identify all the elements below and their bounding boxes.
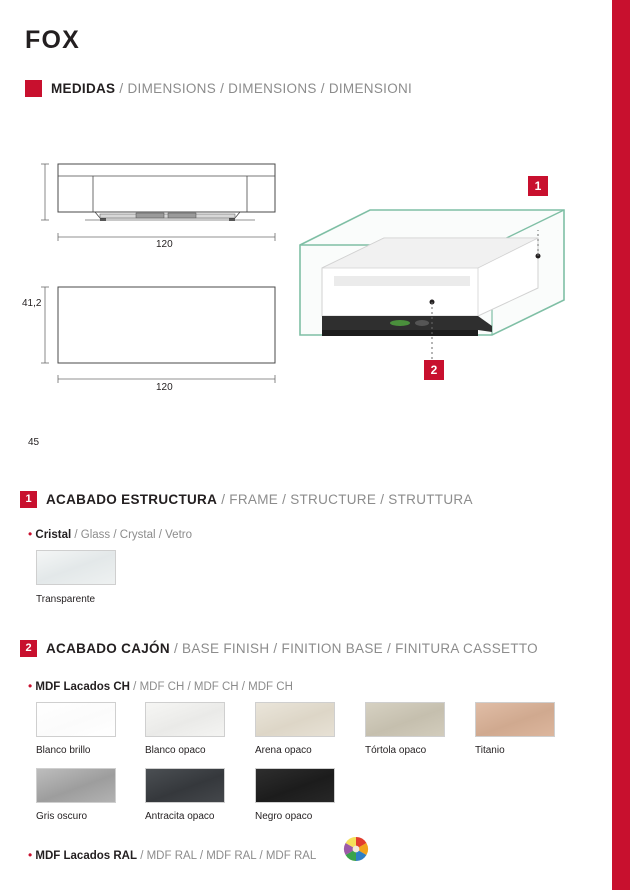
section-marker-2: 2 xyxy=(20,640,37,657)
swatch-label-blanco-brillo: Blanco brillo xyxy=(36,745,91,756)
swatch-label-gris-oscuro: Gris oscuro xyxy=(36,811,88,822)
swatch-antracita-opaco[interactable] xyxy=(145,768,225,803)
swatch-label-tortola-opaco: Tórtola opaco xyxy=(365,745,427,756)
swatch-blanco-opaco[interactable] xyxy=(145,702,225,737)
swatch-arena-opaco[interactable] xyxy=(255,702,335,737)
swatch-label-negro-opaco: Negro opaco xyxy=(255,811,313,822)
swatch-label-arena-opaco: Arena opaco xyxy=(255,745,312,756)
section-header-frame xyxy=(20,491,473,508)
section-title-base: ACABADO CAJÓN / BASE FINISH / FINITION BASE / FINITURA CASSETTO xyxy=(46,641,538,656)
bullet-mdf-ch: • MDF Lacados CH / MDF CH / MDF CH / MDF CH xyxy=(28,679,293,693)
section-title-dimensions: MEDIDAS / DIMENSIONS / DIMENSIONS / DIMENSIONI xyxy=(51,81,413,96)
swatch-titanio[interactable] xyxy=(475,702,555,737)
bullet-mdf-ral: • MDF Lacados RAL / MDF RAL / MDF RAL / MDF RAL xyxy=(28,848,317,862)
swatch-label-transparente: Transparente xyxy=(36,594,96,605)
swatch-label-blanco-opaco: Blanco opaco xyxy=(145,745,206,756)
side-width-label: 120 xyxy=(156,382,173,393)
bullet-dot-icon: • xyxy=(28,848,33,862)
swatch-gris-oscuro[interactable] xyxy=(36,768,116,803)
section-title-frame: ACABADO ESTRUCTURA / FRAME / STRUCTURE / STRUTTURA xyxy=(46,492,473,507)
bullet-dot-icon: • xyxy=(28,679,33,693)
swatch-blanco-brillo[interactable] xyxy=(36,702,116,737)
swatch-label-antracita-opaco: Antracita opaco xyxy=(145,811,215,822)
front-height-label: 41,2 xyxy=(22,298,42,309)
section-marker-1: 1 xyxy=(20,491,37,508)
page-title: FOX xyxy=(25,26,80,54)
front-width-label: 120 xyxy=(156,239,173,250)
swatch-negro-opaco[interactable] xyxy=(255,768,335,803)
ral-color-wheel-icon xyxy=(343,836,369,862)
render-callout-2: 2 xyxy=(424,360,444,380)
section-header-dimensions xyxy=(25,80,412,97)
product-render xyxy=(292,190,582,370)
swatch-label-titanio: Titanio xyxy=(475,745,505,756)
side-height-label: 45 xyxy=(28,437,40,448)
side-view-drawing xyxy=(40,275,290,390)
swatch-transparente[interactable] xyxy=(36,550,116,585)
swatch-tortola-opaco[interactable] xyxy=(365,702,445,737)
right-accent-bar-gap xyxy=(630,0,640,890)
render-callout-1: 1 xyxy=(528,176,548,196)
drawings-area xyxy=(0,120,612,448)
bullet-dot-icon: • xyxy=(28,527,33,541)
bullet-cristal: • Cristal / Glass / Crystal / Vetro xyxy=(28,527,192,541)
section-marker-square xyxy=(25,80,42,97)
section-header-base xyxy=(20,640,538,657)
